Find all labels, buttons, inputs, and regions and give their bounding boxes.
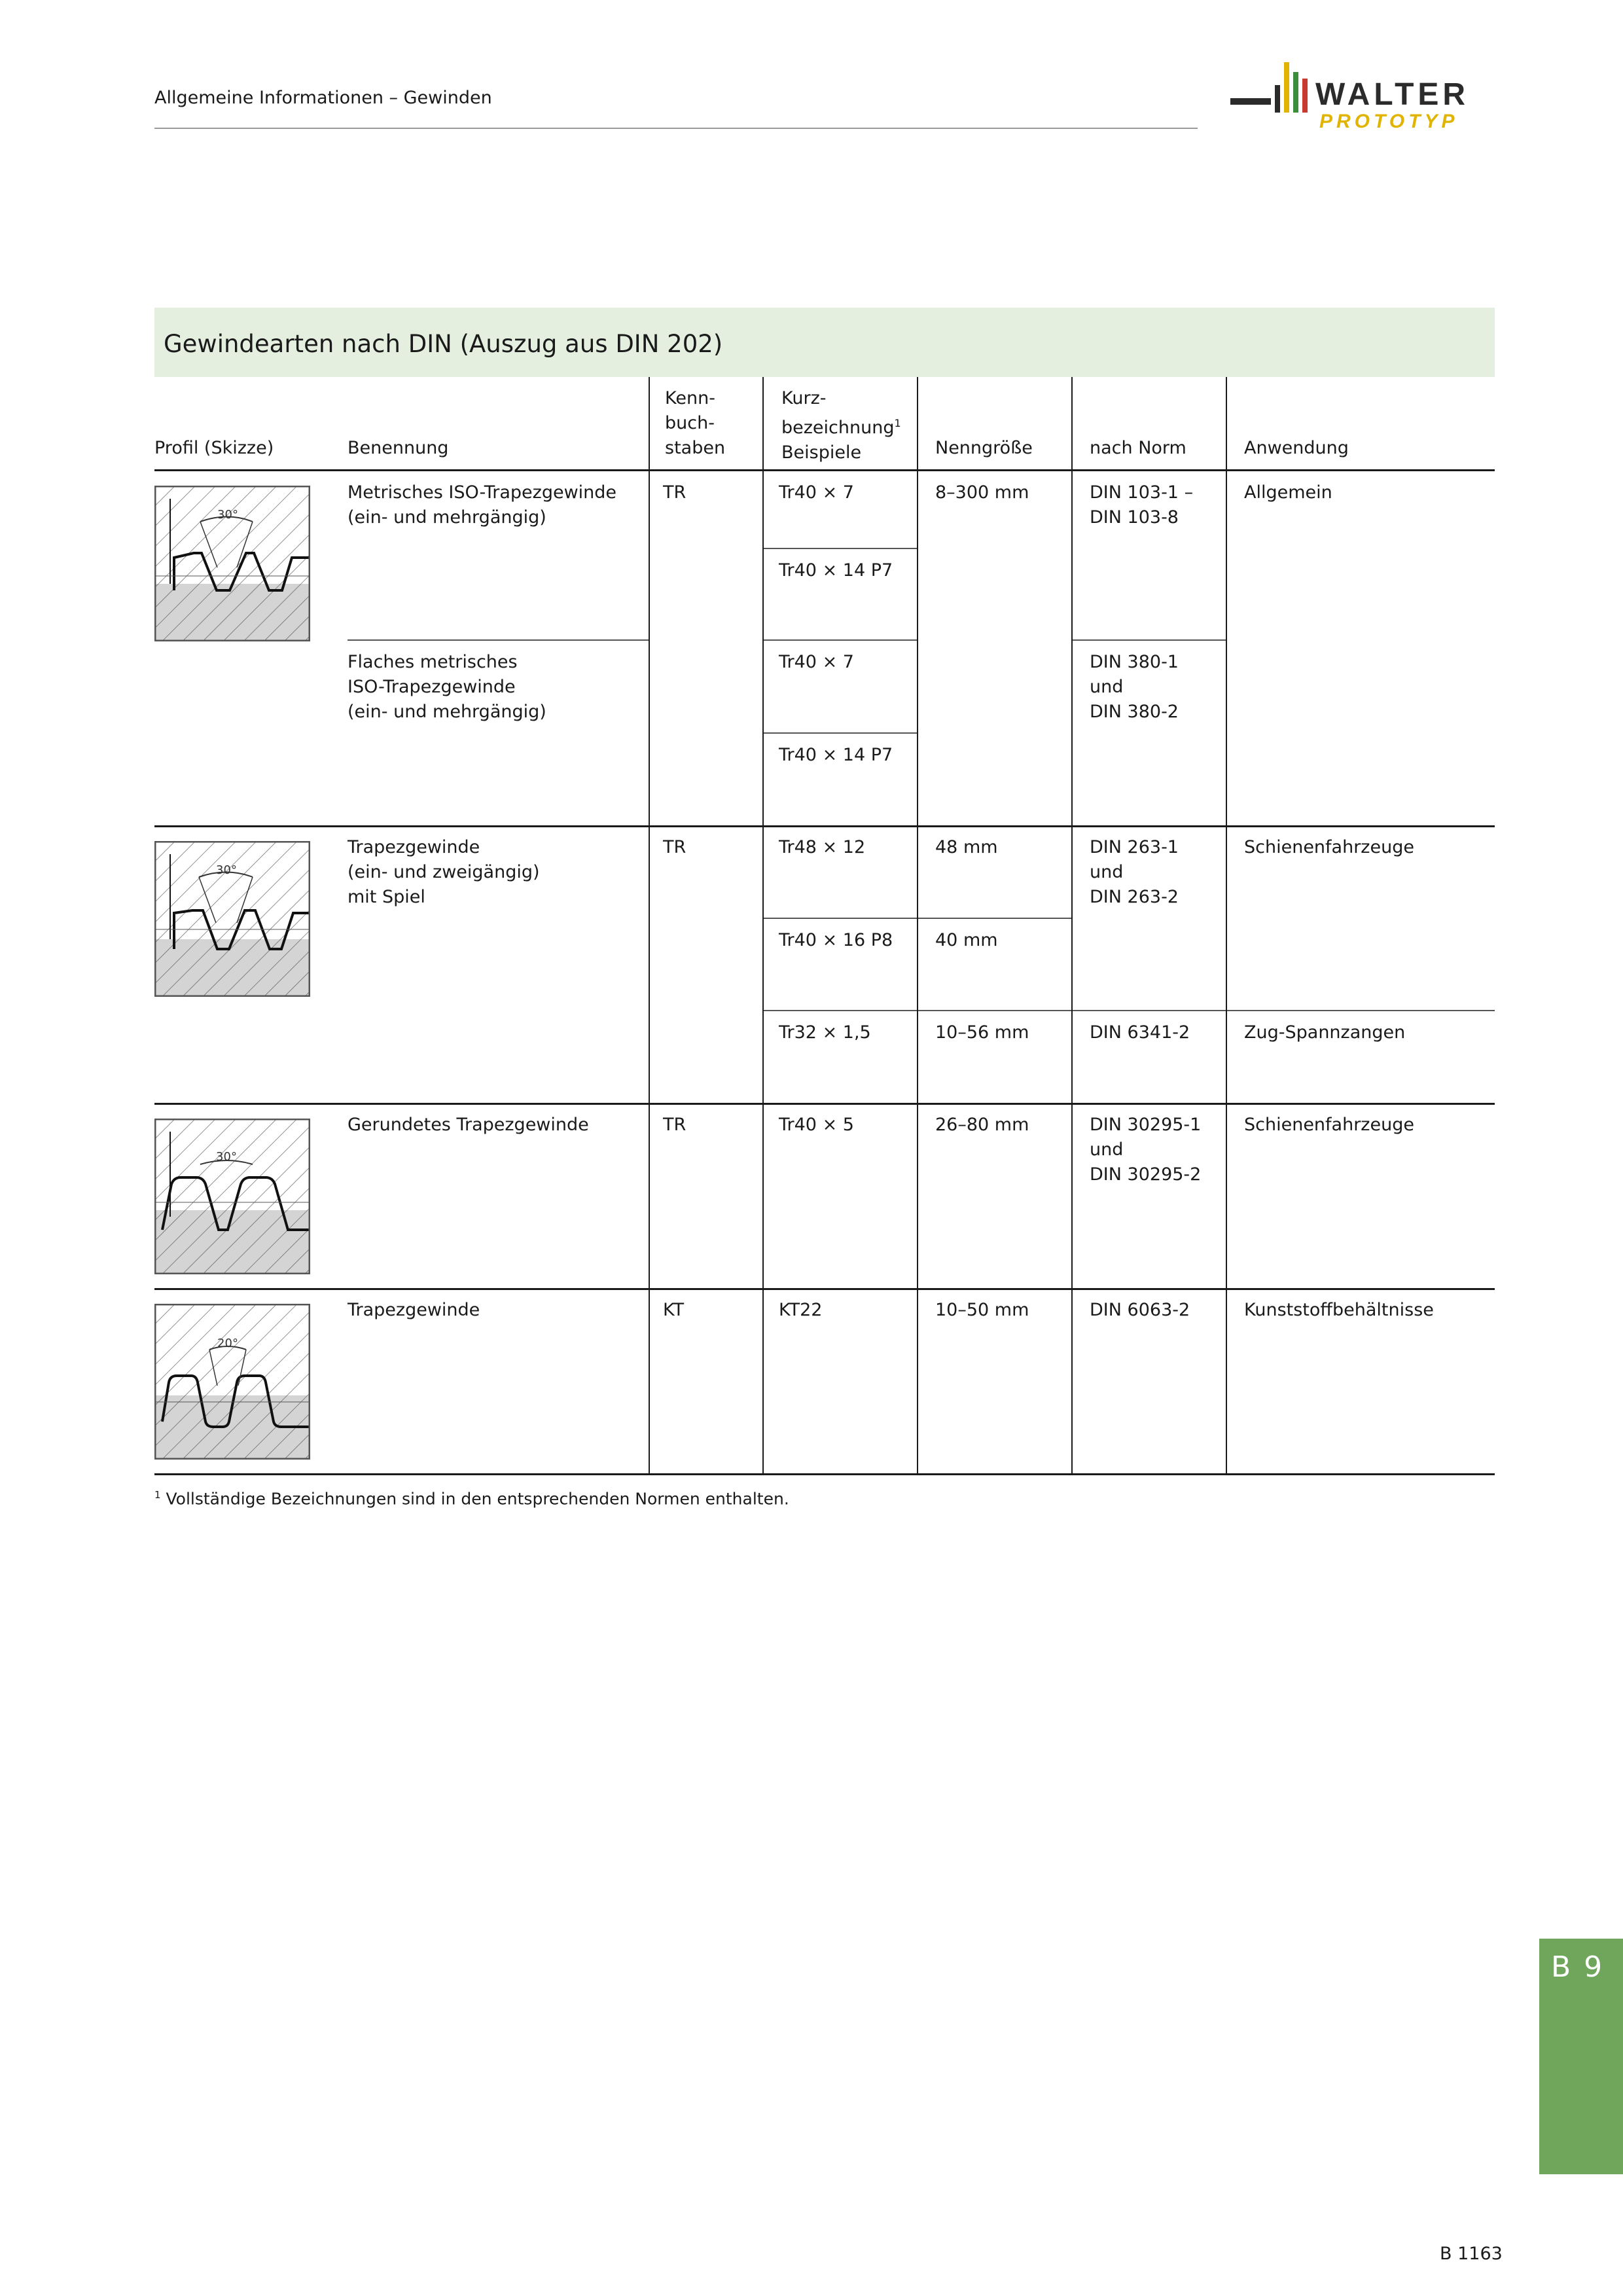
page-number: B 1163	[1440, 2244, 1503, 2264]
nenngroesse-cell: 8–300 mm	[935, 482, 1029, 503]
benennung-metrisches-iso	[348, 480, 616, 530]
norm-cell: DIN 6063-2	[1090, 1300, 1190, 1320]
norm-cell	[1090, 480, 1193, 530]
header-benennung: Benennung	[348, 438, 449, 458]
vline-3	[917, 377, 918, 1475]
norm-line: DIN 103-8	[1090, 507, 1179, 528]
logo-bar-4	[1302, 79, 1308, 113]
norm-line: DIN 30295-1	[1090, 1115, 1202, 1135]
thread-profile-icon	[154, 486, 310, 641]
logo-bar-3	[1293, 72, 1298, 113]
logo-sub: PROTOTYP	[1319, 111, 1459, 132]
header-kenn-line-3: staben	[665, 438, 726, 458]
logo-bar-2	[1284, 62, 1289, 113]
rule-norm-g1	[1071, 639, 1226, 641]
anwendung-cell: Schienenfahrzeuge	[1244, 837, 1414, 857]
thread-profile-icon	[154, 1304, 310, 1460]
benennung-gerundet: Gerundetes Trapezgewinde	[348, 1115, 589, 1135]
norm-line: DIN 263-2	[1090, 887, 1179, 907]
kennbuchstaben-cell: TR	[663, 482, 687, 503]
benennung-line: (ein- und mehrgängig)	[348, 702, 546, 722]
norm-cell	[1090, 650, 1179, 725]
header-kenn-line-2: buch-	[665, 413, 715, 433]
anwendung-cell: Allgemein	[1244, 482, 1332, 503]
benennung-line: Flaches metrisches	[348, 652, 518, 672]
vline-2	[762, 377, 764, 1475]
footnote	[154, 1489, 789, 1508]
header-norm: nach Norm	[1090, 438, 1186, 458]
profile-sketch-iso-trapez	[154, 486, 310, 641]
benennung-line: (ein- und zweigängig)	[348, 862, 540, 882]
kurz-cell: Tr40 × 7	[779, 652, 854, 672]
kennbuchstaben-cell: KT	[663, 1300, 685, 1320]
kurz-cell: Tr40 × 7	[779, 482, 854, 503]
kennbuchstaben-cell: TR	[663, 837, 687, 857]
nenngroesse-cell: 26–80 mm	[935, 1115, 1029, 1135]
kennbuchstaben-cell: TR	[663, 1115, 687, 1135]
angle-label: 30°	[217, 508, 238, 522]
header-kennbuchstaben	[665, 386, 725, 461]
nenngroesse-cell: 40 mm	[935, 930, 998, 950]
norm-line: DIN 263-1	[1090, 837, 1179, 857]
benennung-line: Trapezgewinde	[348, 837, 480, 857]
norm-line: und	[1090, 677, 1124, 697]
norm-line: DIN 380-1	[1090, 652, 1179, 672]
header-anwendung: Anwendung	[1244, 438, 1349, 458]
thread-profile-icon	[154, 1119, 310, 1274]
benennung-line: ISO-Trapezgewinde	[348, 677, 516, 697]
angle-label: 30°	[216, 863, 237, 877]
anwendung-cell: Kunststoffbehältnisse	[1244, 1300, 1434, 1320]
rule-g2-b	[762, 1010, 1495, 1011]
norm-line: und	[1090, 862, 1124, 882]
header-kurz-line-3: Beispiele	[781, 442, 862, 463]
norm-cell	[1090, 835, 1179, 910]
benennung-line: Metrisches ISO-Trapezgewinde	[348, 482, 617, 503]
rule-group-3	[154, 1288, 1495, 1290]
vline-4	[1071, 377, 1073, 1475]
walter-prototyp-logo	[1224, 59, 1499, 137]
logo-bar-1	[1275, 85, 1280, 113]
profile-sketch-kt	[154, 1304, 310, 1460]
profile-sketch-trapez-spiel	[154, 841, 310, 997]
header-kurz-text: bezeichnung	[781, 418, 895, 438]
norm-line: und	[1090, 1139, 1124, 1160]
rule-kurz-g1-c	[762, 732, 917, 734]
rule-group-1	[154, 825, 1495, 827]
benennung-trapez-spiel	[348, 835, 540, 910]
header-nenngroesse: Nenngröße	[935, 438, 1033, 458]
kurz-cell: Tr48 × 12	[779, 837, 866, 857]
thread-profile-icon	[154, 841, 310, 997]
angle-label: 30°	[216, 1150, 237, 1164]
kurz-cell: KT22	[779, 1300, 823, 1320]
kurz-cell: Tr32 × 1,5	[779, 1022, 871, 1043]
vline-1	[649, 377, 650, 1475]
logo-brand: WALTER	[1315, 77, 1470, 112]
header-kurz-line-1: Kurz-	[781, 388, 827, 408]
benennung-flaches-metrisches	[348, 650, 546, 725]
benennung-kt: Trapezgewinde	[348, 1300, 480, 1320]
kurz-cell: Tr40 × 16 P8	[779, 930, 893, 950]
rule-kurz-g1-a	[762, 548, 917, 549]
rule-header-bottom	[154, 469, 1495, 471]
kurz-cell: Tr40 × 5	[779, 1115, 854, 1135]
table-title: Gewindearten nach DIN (Auszug aus DIN 202)	[164, 330, 723, 358]
header-kenn-line-1: Kenn-	[665, 388, 715, 408]
norm-line: DIN 30295-2	[1090, 1164, 1202, 1185]
rule-benennung-g1	[348, 639, 649, 641]
rule-group-2	[154, 1103, 1495, 1105]
benennung-line: mit Spiel	[348, 887, 425, 907]
header-kurz-line-2	[781, 411, 901, 440]
kurz-cell: Tr40 × 14 P7	[779, 745, 893, 765]
anwendung-cell: Zug-Spannzangen	[1244, 1022, 1406, 1043]
chapter-tab-label: B 9	[1551, 1950, 1605, 1984]
norm-line: DIN 380-2	[1090, 702, 1179, 722]
footnote-text: Vollständige Bezeichnungen sind in den entsprechenden Normen enthalten.	[166, 1489, 789, 1509]
page-header-title: Allgemeine Informationen – Gewinden	[154, 88, 492, 108]
rule-table-bottom	[154, 1473, 1495, 1475]
norm-cell	[1090, 1113, 1201, 1187]
nenngroesse-cell: 10–50 mm	[935, 1300, 1029, 1320]
benennung-line: (ein- und mehrgängig)	[348, 507, 546, 528]
norm-line: DIN 103-1 –	[1090, 482, 1194, 503]
footnote-marker: 1	[154, 1489, 161, 1501]
anwendung-cell: Schienenfahrzeuge	[1244, 1115, 1414, 1135]
vline-5	[1226, 377, 1227, 1475]
nenngroesse-cell: 48 mm	[935, 837, 998, 857]
footnote-ref: 1	[894, 417, 901, 429]
profile-sketch-gerundet	[154, 1119, 310, 1274]
header-kurzbezeichnung	[781, 386, 901, 465]
logo-dash	[1230, 98, 1271, 105]
header-profil: Profil (Skizze)	[154, 438, 274, 458]
rule-kurz-g1-b	[762, 639, 917, 641]
logo-graphic	[1224, 59, 1499, 137]
kurz-cell: Tr40 × 14 P7	[779, 560, 893, 581]
norm-cell: DIN 6341-2	[1090, 1022, 1190, 1043]
nenngroesse-cell: 10–56 mm	[935, 1022, 1029, 1043]
header-rule	[154, 128, 1198, 129]
angle-label: 20°	[217, 1336, 238, 1350]
